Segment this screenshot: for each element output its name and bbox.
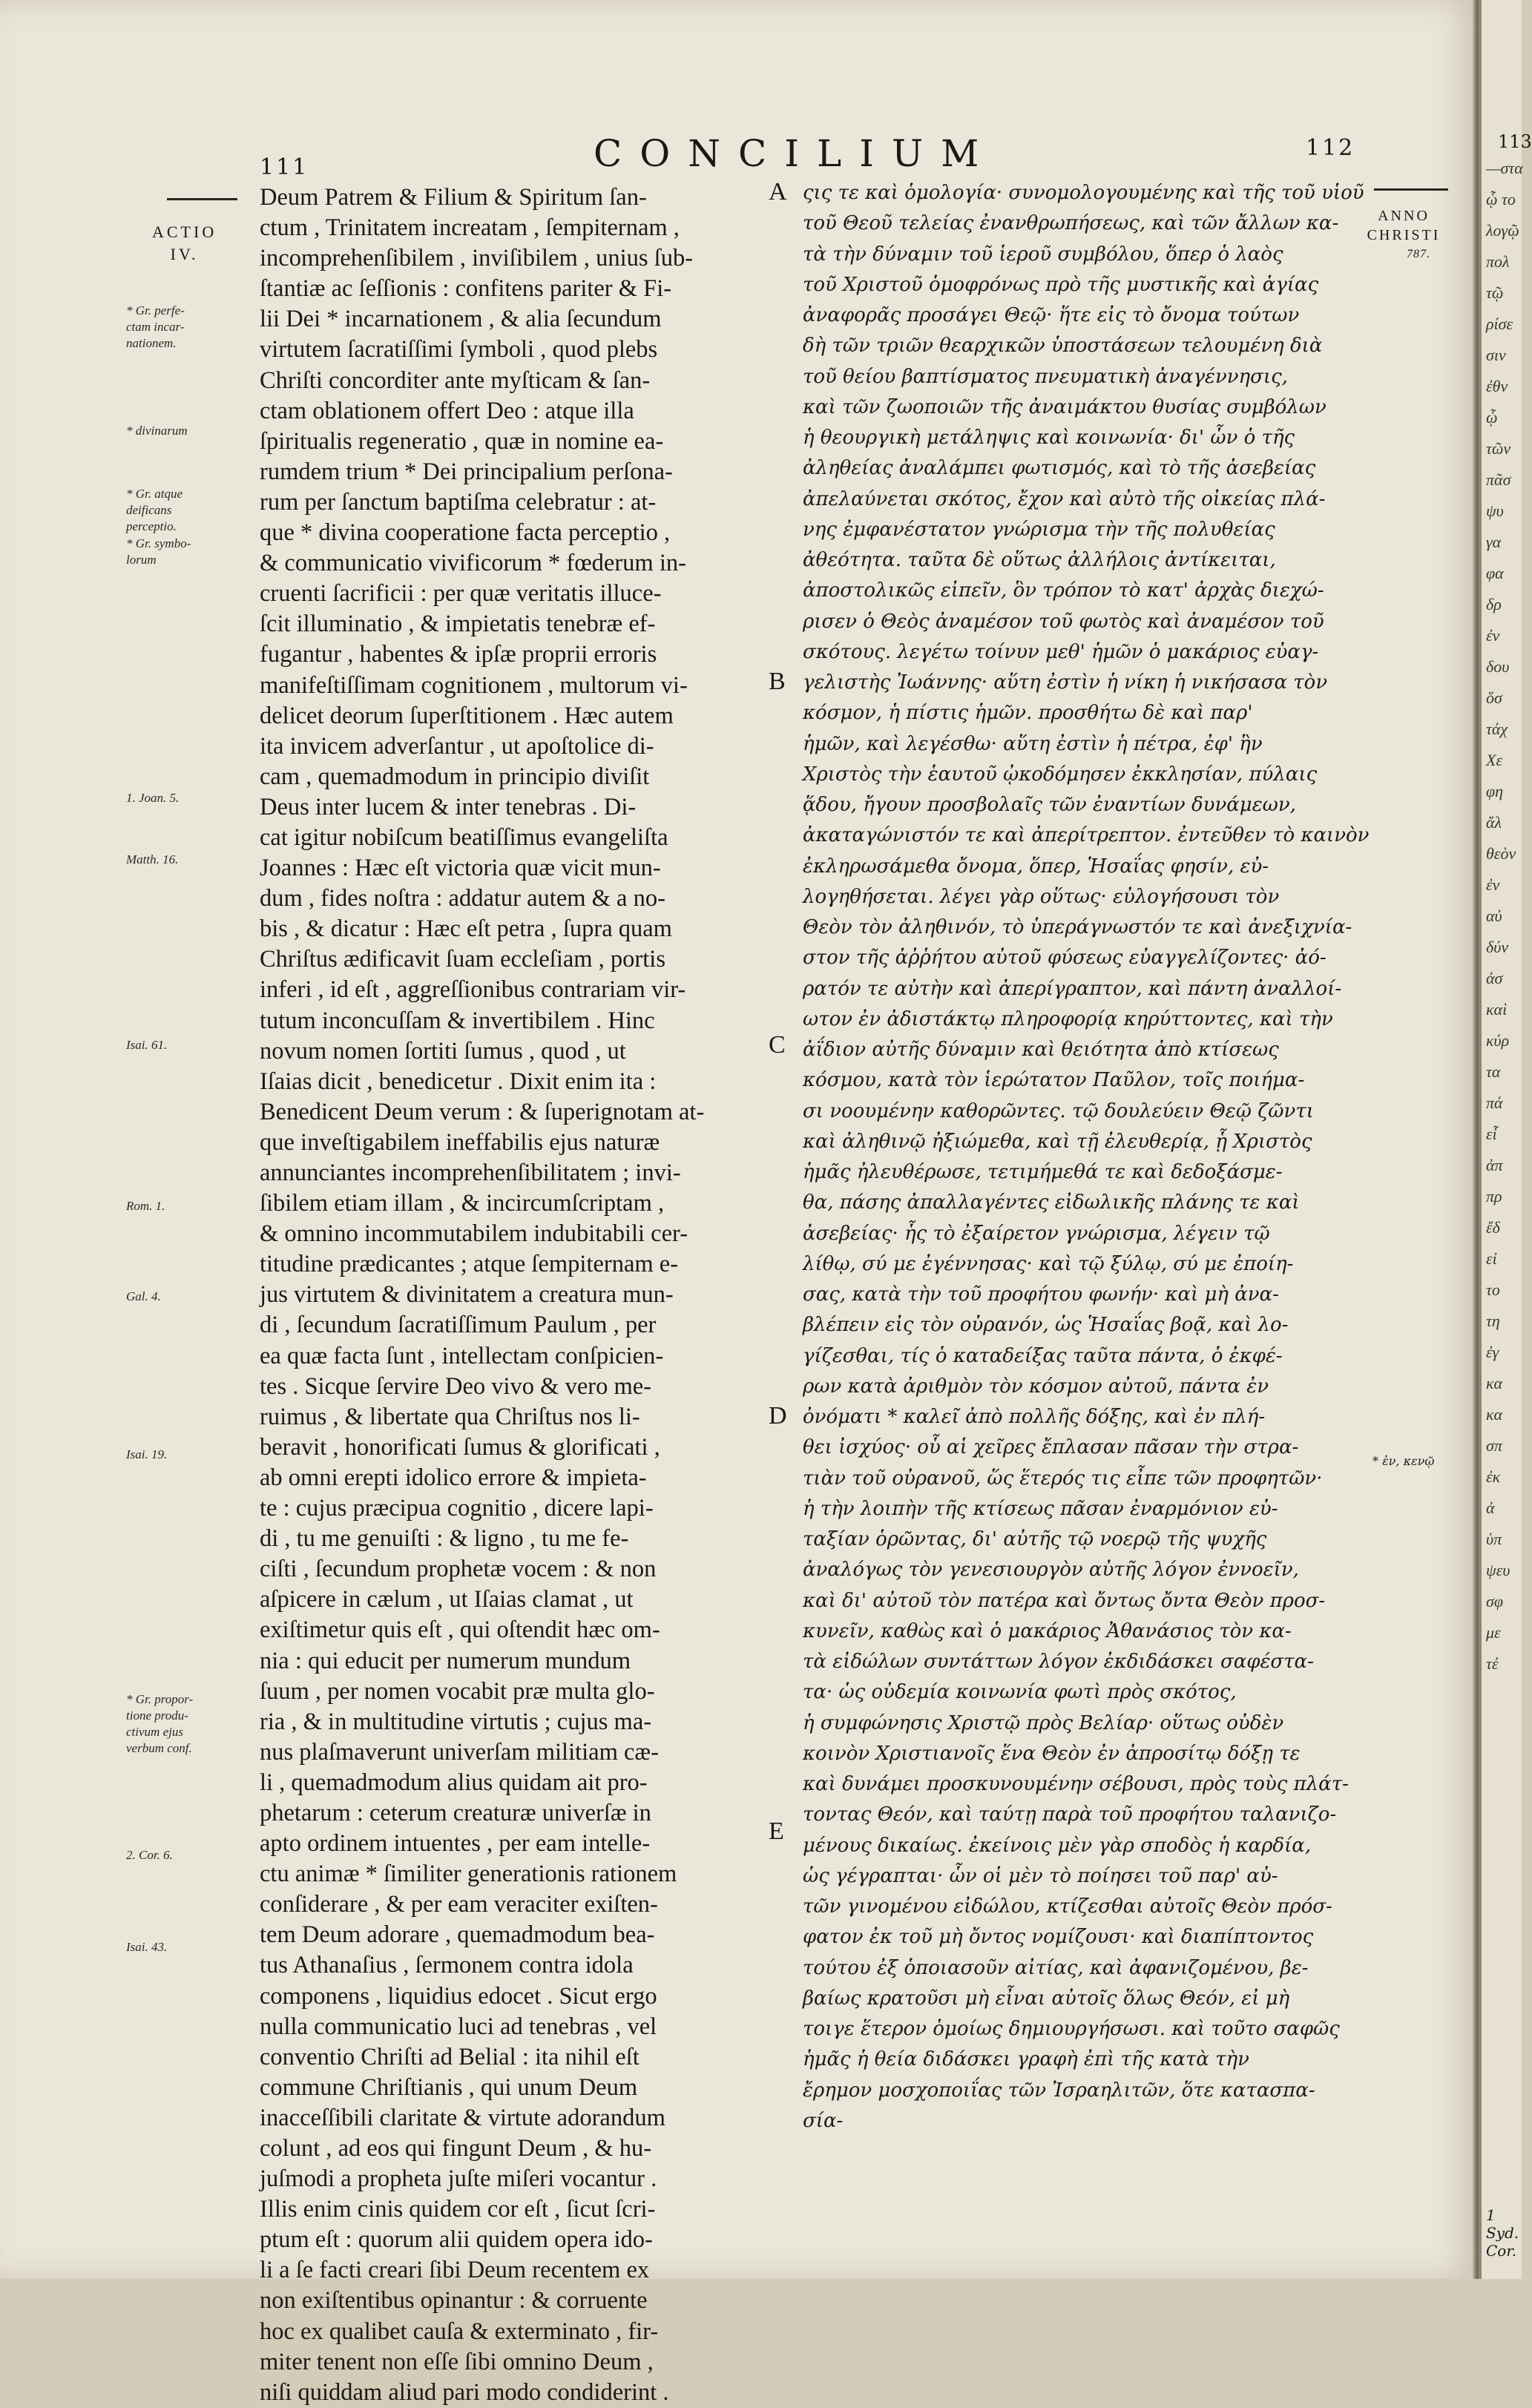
- greek-margin-note: * ἐν, κενῷ: [1372, 1454, 1435, 1468]
- greek-line: τοῦ Χριστοῦ ὁμοφρόνως πρὸ τῆς μυστικῆς καὶ ἁγίας: [803, 273, 1319, 296]
- latin-line: ctu animæ * ſimiliter generationis rationem: [260, 1861, 677, 1888]
- next-page-fragment: φη: [1486, 782, 1504, 800]
- latin-line: ita invicem adverſantur , ut apoſtolice di-: [260, 732, 654, 760]
- next-page-fragments: [1482, 153, 1522, 1680]
- greek-line: θει ἰσχύος· οὗ αἱ χεῖρες ἔπλασαν πᾶσαν τὴν στρα-: [803, 1436, 1299, 1459]
- margin-note: Isai. 61.: [126, 1038, 168, 1052]
- greek-line: τιὰν τοῦ οὐρανοῦ, ὥς ἕτερός τις εἶπε τῶν προφητῶν·: [803, 1467, 1323, 1490]
- greek-line: ρατόν τε αὐτὴν καὶ ἀπερίγραπτον, καὶ πάντη ἀναλλοί-: [803, 977, 1342, 1000]
- next-page-fragment: πρ: [1486, 1187, 1502, 1205]
- latin-line: commune Chriſtianis , qui unum Deum: [260, 2073, 638, 2101]
- next-page-fragment: το: [1486, 1280, 1500, 1299]
- latin-line: conſiderare , & per eam veraciter exiſten-: [260, 1891, 658, 1918]
- next-page-fragment: ἐκ: [1486, 1467, 1501, 1486]
- next-page-fragment: σπ: [1486, 1436, 1502, 1455]
- latin-line: nulla communicatio luci ad tenebras , vel: [260, 2013, 657, 2040]
- next-page-fragment: σφ: [1486, 1592, 1504, 1611]
- latin-line: ptum eſt : quorum alii quidem opera ido-: [260, 2226, 653, 2254]
- greek-line: τοιγε ἕτερον ὁμοίως δημιουργήσωσι. καὶ τοῦτο σαφῶς: [803, 2018, 1340, 2040]
- greek-line: κυνεῖν, καθὼς καὶ ὁ μακάριος Ἀθανάσιος τὸν κα-: [803, 1619, 1292, 1642]
- greek-line: ἐκληρωσάμεθα ὄνομα, ὅπερ, Ἡσαΐας φησίν, εὐ-: [803, 855, 1269, 878]
- latin-line: hoc ex qualibet cauſa & exterminato , fir-: [260, 2317, 659, 2345]
- next-page-fragment: ψευ: [1486, 1561, 1510, 1579]
- latin-line: li a ſe facti creari ſibi Deum recentem ex: [260, 2257, 650, 2284]
- actio-label: [152, 221, 217, 266]
- next-page-fragment: τη: [1486, 1312, 1500, 1330]
- latin-line: tem Deum adorare , quemadmodum bea-: [260, 1921, 655, 1949]
- greek-line: τὰ εἰδώλων συντάττων λόγον ἐκδιδάσκει σαφέστα-: [803, 1651, 1314, 1673]
- greek-line: τῶν γινομένου εἰδώλου, κτίζεσθαι αὐτοῖς Θεὸν πρόσ-: [803, 1895, 1332, 1918]
- next-page-fragment: ἄλ: [1486, 813, 1502, 832]
- next-page-fragment: εἰ: [1486, 1249, 1497, 1268]
- latin-line: & omnino incommutabilem indubitabili cer-: [260, 1220, 688, 1248]
- latin-line: titudine prædicantes ; atque ſempiternam e-: [260, 1251, 679, 1278]
- next-page-fragment: ᾧ το: [1486, 190, 1516, 208]
- next-page-fragment: ἀ: [1486, 1499, 1495, 1517]
- greek-line: τοντας Θεόν, καὶ ταύτῃ παρὰ τοῦ προφήτου ταλανιζο-: [803, 1803, 1337, 1826]
- latin-line: li , quemadmodum alius quidam ait pro-: [260, 1769, 648, 1796]
- greek-line: σας, κατὰ τὴν τοῦ προφήτου φωνήν· καὶ μὴ ἀνα-: [803, 1283, 1279, 1306]
- latin-line: cruenti ſacrificii : per quæ veritatis illuce-: [260, 580, 662, 608]
- margin-note: * Gr. propor- tione produ- ctivum ejus verbum conf.: [126, 1692, 194, 1755]
- greek-line: ἔρημον μοσχοποιΐας τῶν Ἰσραηλιτῶν, ὅτε κατασπα-: [803, 2079, 1315, 2102]
- greek-column: [803, 178, 1370, 2136]
- next-page-fragment: κύρ: [1486, 1031, 1510, 1050]
- margin-note: 2. Cor. 6.: [126, 1848, 173, 1862]
- greek-line: μένους δικαίως. ἐκείνοις μὲν γὰρ σποδὸς ἡ καρδία,: [803, 1834, 1312, 1857]
- latin-line: aſpicere in cælum , ut Iſaias clamat , ut: [260, 1586, 634, 1613]
- greek-line: ἀναλόγως τὸν γενεσιουργὸν αὐτῆς λόγον ἐννοεῖν,: [803, 1559, 1299, 1582]
- anno-year: 787.: [1407, 248, 1430, 260]
- latin-line: tutum inconcuſſam & invertibilem . Hinc: [260, 1007, 655, 1034]
- latin-line: ria , & in multitudine virtutis ; cujus ma-: [260, 1708, 652, 1735]
- latin-line: jus virtutem & divinitatem a creatura mun-: [260, 1281, 674, 1309]
- greek-line: λογηθήσεται. λέγει γὰρ οὕτως· εὐλογήσουσι τὸν: [803, 885, 1280, 908]
- latin-line: que inveſtigabilem ineffabilis ejus naturæ: [260, 1128, 660, 1156]
- left-rule: [167, 198, 237, 200]
- greek-line: ᾅδου, ἤγουν προσβολαῖς τῶν ἐναντίων δυνάμεων,: [803, 794, 1296, 816]
- latin-line: ab omni erepti idolico errore & impieta-: [260, 1464, 647, 1491]
- greek-line: ἀΐδιον αὐτῆς δύναμιν καὶ θειότητα ἀπὸ κτίσεως: [803, 1039, 1279, 1061]
- greek-line: κόσμον, ἡ πίστις ἡμῶν. προσθήτω δὲ καὶ παρ': [803, 702, 1253, 725]
- next-page-fragment: σιν: [1486, 346, 1506, 364]
- latin-line: delicet deorum ſuperſtitionem . Hæc autem: [260, 702, 674, 729]
- latin-line: ctam oblationem offert Deo : atque illa: [260, 397, 634, 424]
- margin-note: 1. Joan. 5.: [126, 791, 180, 805]
- greek-line: ὡς γέγραπται· ὧν οἱ μὲν τὸ ποίησει τοῦ παρ' αὐ-: [803, 1864, 1278, 1887]
- greek-line: καὶ δι' αὐτοῦ τὸν πατέρα καὶ ὄντως ὄντα Θεὸν προσ-: [803, 1589, 1326, 1612]
- greek-line: ρισεν ὁ Θεὸς ἀναμέσον τοῦ φωτὸς καὶ ἀναμέσον τοῦ: [803, 610, 1324, 633]
- margin-note: * Gr. perfe- ctam incar- nationem.: [126, 303, 185, 350]
- latin-line: Deum Patrem & Filium & Spiritum ſan-: [260, 184, 647, 211]
- next-page-fragment: τέ: [1486, 1654, 1499, 1673]
- latin-line: apto ordinem intuentes , per eam intelle-: [260, 1830, 651, 1858]
- next-page-fragment: πά: [1486, 1093, 1503, 1112]
- latin-line: incomprehenſibilem , inviſibilem , unius ſub-: [260, 245, 694, 272]
- latin-line: annunciantes incomprehenſibilitatem ; invi-: [260, 1159, 681, 1186]
- column-letter: D: [769, 1402, 787, 1430]
- greek-line: κόσμου, κατὰ τὸν ἱερώτατον Παῦλον, τοῖς ποιήμα-: [803, 1069, 1305, 1092]
- latin-line: lii Dei * incarnationem , & alia ſecundum: [260, 306, 662, 333]
- next-page-fragment: πολ: [1486, 252, 1510, 271]
- latin-line: Benedicent Deum verum : & ſuperignotam at-: [260, 1098, 705, 1125]
- latin-line: que * divina cooperatione facta perceptio ,: [260, 519, 671, 547]
- next-page-fragment: με: [1486, 1623, 1501, 1642]
- latin-line: virtutem ſacratiſſimi ſymboli , quod plebs: [260, 336, 658, 363]
- actio-line1: ACTIO: [152, 223, 217, 241]
- latin-line: ctum , Trinitatem increatam , ſempiternam ,: [260, 214, 680, 242]
- greek-line: σκότους. λεγέτω τοίνυν μεθ' ἡμῶν ὁ μακάριος εὐαγ-: [803, 640, 1319, 663]
- greek-line: Χριστὸς τὴν ἑαυτοῦ ᾠκοδόμησεν ἐκκλησίαν, πύλαις: [803, 763, 1318, 786]
- actio-line2: IV.: [170, 245, 199, 263]
- next-page-fragment: ἀσ: [1486, 969, 1503, 987]
- greek-line: ἀθεότητα. ταῦτα δὲ οὕτως ἀλλήλοις ἀντίκειται,: [803, 549, 1276, 571]
- latin-column: [260, 182, 779, 2408]
- margin-note: Isai. 43.: [126, 1940, 168, 1954]
- greek-line: καὶ δυνάμει προσκυνουμένην σέβουσι, πρὸς τοὺς πλάτ-: [803, 1773, 1349, 1795]
- next-page-fragment: —στα: [1486, 159, 1523, 177]
- margin-note: Matth. 16.: [126, 852, 179, 866]
- next-page-fragment: ἔδ: [1486, 1218, 1500, 1237]
- greek-line: ἀκαταγώνιστόν τε καὶ ἀπερίτρεπτον. ἐντεῦθεν τὸ καινὸν: [803, 824, 1370, 847]
- greek-line: ωτον ἐν ἀδιστάκτῳ πληροφορίᾳ κηρύττοντες, καὶ τὴν: [803, 1007, 1333, 1030]
- latin-line: Chriſtus ædificavit ſuam eccleſiam , portis: [260, 946, 665, 973]
- greek-line: ἡμῶν, καὶ λεγέσθω· αὕτη ἐστὶν ἡ πέτρα, ἐφ' ἣν: [803, 732, 1263, 755]
- latin-line: di , tu me genuiſti : & ligno , tu me fe-: [260, 1525, 629, 1553]
- greek-line: τα· ὡς οὐδεμία κοινωνία φωτὶ πρὸς σκότος,: [803, 1681, 1237, 1704]
- next-page-edge: [1479, 0, 1532, 2279]
- latin-line: ciſti , ſecundum prophetæ vocem : & non: [260, 1556, 657, 1583]
- latin-line: juſmodi a propheta juſte miſeri vocantur .: [260, 2165, 657, 2193]
- greek-line: τὰ τὴν δύναμιν τοῦ ἱεροῦ συμβόλου, ὅπερ ὁ λαὸς: [803, 243, 1283, 266]
- next-page-bottom-note: 1 Syd. Cor.: [1486, 2206, 1519, 2260]
- margin-note: * divinarum: [126, 424, 188, 438]
- latin-line: te : cujus præcipua cognitio , dicere lapi-: [260, 1495, 654, 1522]
- latin-line: tes . Sicque ſervire Deo vivo & vero me-: [260, 1372, 651, 1400]
- anno-label: [1365, 206, 1442, 264]
- latin-line: niſi quiddam aliud pari modo condiderint .: [260, 2378, 669, 2406]
- latin-line: dum , fides noſtra : addatur autem & a no-: [260, 885, 665, 912]
- next-page-fragment: τάχ: [1486, 720, 1508, 738]
- greek-line: ἡ τὴν λοιπὴν τῆς κτίσεως πᾶσαν ἐναρμόνιον εὐ-: [803, 1497, 1278, 1520]
- greek-line: καὶ τῶν ζωοποιῶν τῆς ἀναιμάκτου θυσίας συμβόλων: [803, 395, 1326, 418]
- anno-line2: CHRISTI: [1367, 227, 1441, 243]
- next-page-fragment: δύν: [1486, 938, 1509, 956]
- greek-line: ρων κατὰ ἀριθμὸν τὸν κόσμον αὐτοῦ, πάντα ἐν: [803, 1375, 1269, 1398]
- greek-line: ἀπελαύνεται σκότος, ἔχον καὶ αὐτὸ τῆς οἰκείας πλά-: [803, 487, 1326, 510]
- greek-line: ταξίαν ὁρῶντας, δι' αὐτῆς τῷ νοερῷ τῆς ψυχῆς: [803, 1528, 1267, 1550]
- greek-line: ἀληθείας ἀναλάμπει φωτισμός, καὶ τὸ τῆς ἀσεβείας: [803, 457, 1316, 480]
- next-page-fragment: τῶν: [1486, 439, 1511, 458]
- next-page-fragment: ψυ: [1486, 501, 1504, 520]
- greek-line: ἀποστολικῶς εἰπεῖν, ὃν τρόπον τὸ κατ' ἀρχὰς διεχώ-: [803, 579, 1324, 602]
- latin-line: bis , & dicatur : Hæc eſt petra , ſupra quam: [260, 915, 672, 943]
- next-page-fragment: δρ: [1486, 595, 1502, 613]
- latin-line: Illis enim cinis quidem cor eſt , ſicut ſcri-: [260, 2196, 656, 2223]
- latin-line: rum per ſanctum baptiſma celebratur : at-: [260, 488, 657, 516]
- next-page-fragment: ρίσε: [1486, 315, 1513, 333]
- latin-line: novum nomen ſortiti ſumus , quod , ut: [260, 1037, 626, 1065]
- latin-line: ſcit illuminatio , & impietatis tenebræ ef-: [260, 611, 656, 638]
- next-page-fragment: θεὸν: [1486, 844, 1516, 863]
- latin-line: phetarum : ceterum creaturæ univerſæ in: [260, 1799, 651, 1826]
- greek-line: θα, πάσης ἀπαλλαγέντες εἰδωλικῆς πλάνης τε καὶ: [803, 1191, 1300, 1214]
- page-title: CONCILIUM: [594, 132, 997, 175]
- next-page-fragment: δου: [1486, 657, 1510, 676]
- latin-line: ſpiritualis regeneratio , quæ in nomine ea-: [260, 427, 664, 455]
- greek-line: ἡ θεουργικὴ μετάληψις καὶ κοινωνία· δι' ὧν ὁ τῆς: [803, 427, 1295, 449]
- next-page-number: 113: [1498, 131, 1532, 152]
- latin-line: rumdem trium * Dei principalium perſona-: [260, 458, 673, 485]
- greek-line: ἡμᾶς ἡ θεία διδάσκει γραφὴ ἐπὶ τῆς κατὰ τὴν: [803, 2048, 1249, 2071]
- greek-line: ἡ συμφώνησις Χριστῷ πρὸς Βελίαρ· οὕτως οὐδὲν: [803, 1711, 1284, 1734]
- latin-line: inacceſſibili claritate & virtute adorandum: [260, 2104, 665, 2131]
- latin-line: & communicatio vivificorum * fœderum in-: [260, 550, 686, 577]
- column-letter: C: [769, 1031, 786, 1059]
- greek-line: βαίως κρατοῦσι μὴ εἶναι αὐτοῖς ὅλως Θεόν, εἰ μὴ: [803, 1987, 1290, 2010]
- next-page-fragment: ὅσ: [1486, 688, 1502, 707]
- anno-line1: ANNO: [1378, 208, 1430, 224]
- margin-note: Rom. 1.: [126, 1199, 165, 1213]
- next-page-fragment: εἶ: [1486, 1125, 1497, 1143]
- next-page-fragment: λογῷ: [1486, 221, 1519, 240]
- latin-line: Joannes : Hæc eſt victoria quæ vicit mun-: [260, 855, 661, 882]
- greek-line: ὀνόματι * καλεῖ ἀπὸ πολλῆς δόξης, καὶ ἐν πλή-: [803, 1406, 1266, 1428]
- next-page-fragment: Χε: [1486, 751, 1503, 769]
- greek-line: σία-: [803, 2109, 844, 2132]
- greek-line: νης ἐμφανέστατον γνώρισμα τὴν τῆς πολυθείας: [803, 518, 1275, 541]
- margin-note: Gal. 4.: [126, 1289, 161, 1303]
- latin-line: cam , quemadmodum in principio diviſit: [260, 763, 650, 790]
- latin-line: ſuum , per nomen vocabit præ multa glo-: [260, 1677, 655, 1705]
- next-page-fragment: ἀπ: [1486, 1156, 1503, 1174]
- next-page-fragment: αὐ: [1486, 907, 1502, 925]
- next-page-fragment: ἐγ: [1486, 1343, 1499, 1361]
- latin-line: nia : qui educit per numerum mundum: [260, 1647, 631, 1674]
- latin-line: Deus inter lucem & inter tenebras . Di-: [260, 793, 637, 820]
- next-page-fragment: ἐθν: [1486, 377, 1508, 395]
- latin-line: exiſtimetur quis eſt , qui oſtendit hæc om-: [260, 1616, 660, 1644]
- right-page-number: 112: [1306, 135, 1355, 161]
- greek-line: σι νοουμένην καθορῶντες. τῷ δουλεύειν Θεῷ ζῶντι: [803, 1099, 1314, 1122]
- latin-line: conventio Chriſti ad Belial : ita nihil eſt: [260, 2043, 640, 2070]
- latin-line: manifeſtiſſimam cognitionem , multorum vi-: [260, 671, 688, 699]
- latin-line: ſibilem etiam illam , & incircumſcriptam ,: [260, 1190, 665, 1217]
- latin-line: tus Athanaſius , ſermonem contra idola: [260, 1952, 634, 1979]
- next-page-fragment: ὑπ: [1486, 1530, 1502, 1548]
- column-letter: E: [769, 1817, 784, 1845]
- next-page-fragment: ᾧ: [1486, 408, 1498, 427]
- greek-line: βλέπειν εἰς τὸν οὐρανόν, ὡς Ἡσαΐας βοᾷ, καὶ λο-: [803, 1314, 1289, 1337]
- latin-line: ſtantiæ ac ſeſſionis : confitens pariter & Fi-: [260, 275, 672, 303]
- greek-line: ἡμᾶς ἠλευθέρωσε, τετιμήμεθά τε καὶ δεδοξάσμε-: [803, 1161, 1283, 1183]
- next-page-fragment: ἐν: [1486, 626, 1500, 645]
- latin-line: inferi , id eſt , aggreſſionibus contrariam vir-: [260, 976, 686, 1004]
- greek-line: γίζεσθαι, τίς ὁ καταδείξας ταῦτα πάντα, ὁ ἐκφέ-: [803, 1344, 1283, 1367]
- greek-line: ἀσεβείας· ἧς τὸ ἐξαίρετον γνώρισμα, λέγειν τῷ: [803, 1222, 1270, 1245]
- latin-line: ea quæ facta ſunt , intellectam conſpicien-: [260, 1342, 664, 1369]
- greek-line: τοῦ θείου βαπτίσματος πνευματικὴ ἀναγέννησις,: [803, 365, 1288, 388]
- greek-line: καὶ ἀληθινῷ ἠξιώμεθα, καὶ τῇ ἐλευθερίᾳ, ᾗ Χριστὸς: [803, 1130, 1312, 1153]
- greek-line: γελιστὴς Ἰωάννης· αὕτη ἐστὶν ἡ νίκη ἡ νικήσασα τὸν: [803, 671, 1328, 694]
- greek-line: φατον ἐκ τοῦ μὴ ὄντος νομίζουσι· καὶ διαπίπτοντος: [803, 1926, 1314, 1949]
- next-page-fragment: τῷ: [1486, 283, 1504, 302]
- latin-line: fugantur , habentes & ipſæ proprii erroris: [260, 641, 657, 668]
- next-page-fragment: καὶ: [1486, 1000, 1508, 1019]
- latin-line: beravit , honorificati ſumus & glorificati ,: [260, 1433, 660, 1461]
- latin-line: Iſaias dicit , benedicetur . Dixit enim ita :: [260, 1068, 657, 1095]
- margin-note: * Gr. symbo- lorum: [126, 536, 191, 567]
- greek-line: ςις τε καὶ ὁμολογία· συνομολογουμένης καὶ τῆς τοῦ υἱοῦ: [803, 182, 1364, 204]
- next-page-fragment: πᾶσ: [1486, 470, 1511, 489]
- latin-line: non exiſtentibus opinantur : & corruente: [260, 2287, 648, 2315]
- margin-note: * Gr. atque deificans perceptio.: [126, 487, 183, 533]
- greek-line: τούτου ἐξ ὁποιασοῦν αἰτίας, καὶ ἀφανιζομένου, βε-: [803, 1956, 1309, 1979]
- greek-line: τοῦ Θεοῦ τελείας ἐνανθρωπήσεως, καὶ τῶν ἄλλων κα-: [803, 212, 1339, 235]
- latin-line: di , ſecundum ſacratiſſimum Paulum , per: [260, 1312, 657, 1339]
- next-page-fragment: κα: [1486, 1405, 1503, 1424]
- greek-line: δὴ τῶν τριῶν θεαρχικῶν ὑποστάσεων τελουμένη διὰ: [803, 335, 1323, 358]
- latin-line: miter tenent non eſſe ſibi omnino Deum ,: [260, 2348, 654, 2375]
- next-page-fragment: γα: [1486, 533, 1502, 551]
- latin-line: componens , liquidius edocet . Sicut ergo: [260, 1982, 657, 2010]
- next-page-fragment: κα: [1486, 1374, 1503, 1392]
- left-page-number: 111: [260, 154, 309, 180]
- latin-line: Chriſti concorditer ante myſticam & ſan-: [260, 366, 651, 394]
- greek-line: στον τῆς ἀῤῥήτου αὐτοῦ φύσεως εὐαγγελίζοντες· ἀό-: [803, 947, 1326, 970]
- greek-line: λίθῳ, σύ με ἐγέννησας· καὶ τῷ ξύλῳ, σύ με ἐποίη-: [803, 1252, 1294, 1275]
- latin-line: colunt , ad eos qui fingunt Deum , & hu-: [260, 2135, 652, 2162]
- greek-line: ἀναφορᾶς προσάγει Θεῷ· ἥτε εἰς τὸ ὄνομα τούτων: [803, 304, 1300, 326]
- latin-line: ruimus , & libertate qua Chriſtus nos li-: [260, 1403, 640, 1430]
- next-page-fragment: τα: [1486, 1062, 1501, 1081]
- next-page-fragment: ἐν: [1486, 875, 1500, 894]
- greek-line: κοινὸν Χριστιανοῖς ἕνα Θεὸν ἐν ἀπροσίτῳ δόξῃ τε: [803, 1742, 1301, 1765]
- column-letter: B: [769, 668, 786, 695]
- latin-line: nus plaſmaverunt univerſam militiam cæ-: [260, 1738, 659, 1766]
- margin-note: Isai. 19.: [126, 1447, 168, 1461]
- greek-line: Θεὸν τὸν ἀληθινόν, τὸ ὑπεράγνωστόν τε καὶ ἀνεξιχνία-: [803, 916, 1352, 938]
- next-page-fragment: φα: [1486, 564, 1504, 582]
- latin-line: cat igitur nobiſcum beatiſſimus evangeliſta: [260, 823, 668, 851]
- column-letter: A: [769, 178, 787, 205]
- right-rule: [1374, 188, 1448, 191]
